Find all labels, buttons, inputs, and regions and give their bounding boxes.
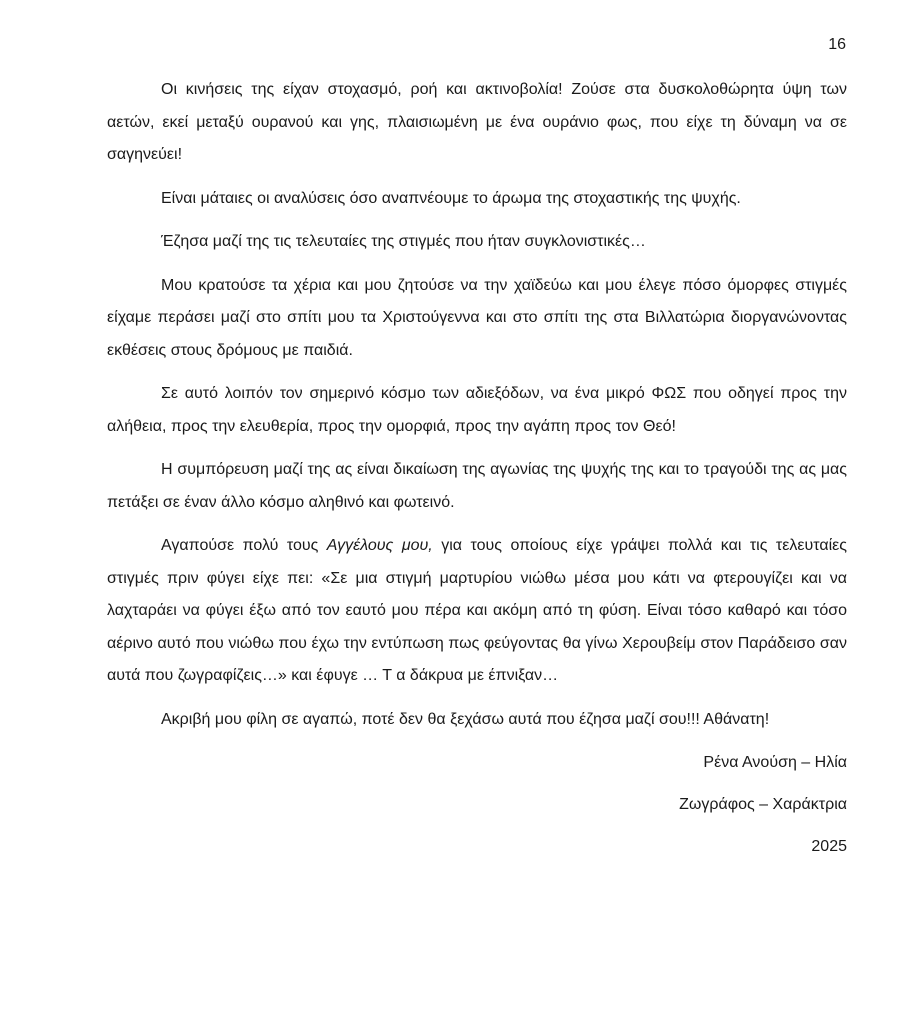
paragraph-7-start: Αγαπούσε πολύ τους xyxy=(161,537,327,554)
paragraph-7 xyxy=(107,530,847,693)
paragraph-7-rest: για τους οποίους είχε γράψει πολλά και τις τελευταίες στιγμές πριν φύγει είχε πει: «Σε μια στιγμή μαρτυρίου νιώθω μέσα μου κάτι να φτερουγίζει και να λαχταράει να φύγει έξω από τον εαυτό μου πέρα και ακόμη από τη φύση. Είναι τόσο καθαρό και τόσο αέρινο αυτό που νιώθω που έχω την εντύπωση πως φεύγοντας θα γίνω Χερουβείμ στον Παράδεισο σαν αυτά που ζωγραφίζεις…» και έφυγε … Τ α δάκρυα με έπνιξαν… xyxy=(107,537,848,684)
paragraph-8: Ακριβή μου φίλη σε αγαπώ, ποτέ δεν θα ξεχάσω αυτά που έζησα μαζί σου!!! Αθάνατη! xyxy=(161,710,770,728)
paragraph-1: Οι κινήσεις της είχαν στοχασμό, ροή και ακτινοβολία! Ζούσε στα δυσκολοθώρητα ύψη των αετών, εκεί μεταξύ ουρανού και γης, πλαισιωμένη με ένα ουράνιο φως, που είχε τη δύναμη να σε σαγηνεύει! xyxy=(107,81,847,163)
paragraph-2: Είναι μάταιες οι αναλύσεις όσο αναπνέουμε το άρωμα της στοχαστικής της ψυχής. xyxy=(161,189,741,207)
paragraph-6: Η συμπόρευση μαζί της ας είναι δικαίωση της αγωνίας της ψυχής της και το τραγούδι της ας μας πετάξει σε έναν άλλο κόσμο αληθινό και φωτεινό. xyxy=(107,461,847,511)
signature-year: 2025 xyxy=(811,838,847,855)
page-number: 16 xyxy=(828,36,846,53)
body-text xyxy=(107,74,847,873)
signature-profession: Ζωγράφος – Χαράκτρια xyxy=(679,796,847,813)
paragraph-5: Σε αυτό λοιπόν τον σημερινό κόσμο των αδιεξόδων, να ένα μικρό ΦΩΣ που οδηγεί προς την αλήθεια, προς την ελευθερία, προς την ομορφιά, προς την αγάπη προς τον Θεό! xyxy=(107,385,847,435)
paragraph-7-italic: Αγγέλους μου, xyxy=(326,537,433,554)
signature-name: Ρένα Ανούση – Ηλία xyxy=(703,754,847,771)
paragraph-3: Έζησα μαζί της τις τελευταίες της στιγμές που ήταν συγκλονιστικές… xyxy=(161,233,646,250)
paragraph-4: Μου κρατούσε τα χέρια και μου ζητούσε να την χαϊδεύω και μου έλεγε πόσο όμορφες στιγμές είχαμε περάσει μαζί στο σπίτι μου τα Χριστούγεννα και στο σπίτι της στα Βιλλατώρια διοργανώνοντας εκθέσεις στους δρόμους με παιδιά. xyxy=(107,276,847,359)
